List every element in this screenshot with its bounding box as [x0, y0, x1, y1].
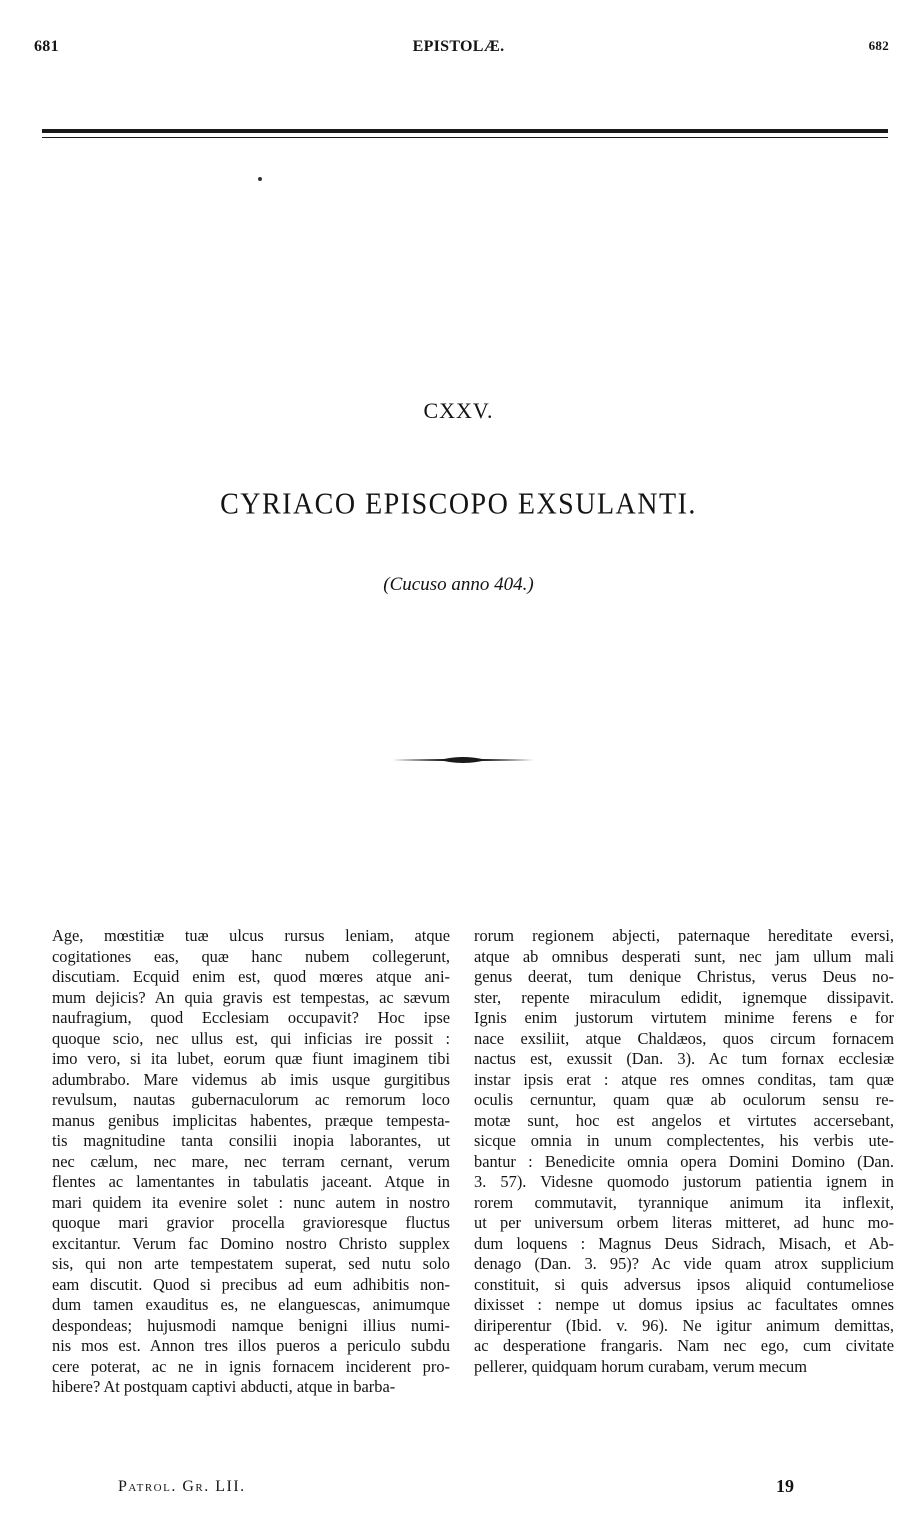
text-line: diriperentur (Ibid. v. 96). Ne igitur animum demittas,	[474, 1315, 894, 1335]
ink-speck	[258, 177, 262, 181]
page-number-left: 681	[34, 38, 59, 55]
text-line: ster, repente miraculum edidit, ignemque dissipavit.	[474, 987, 894, 1007]
text-line: revulsum, nautas gubernaculorum ac remorum loco	[52, 1090, 450, 1109]
text-line: sis, qui non arte tempestatem superat, sed nutu solo	[52, 1254, 450, 1273]
text-line: sicque omnia in unum complectentes, his verbis ute-	[474, 1131, 894, 1150]
text-line: nace exsiliit, atque Chaldæos, quos circum fornacem	[474, 1028, 894, 1048]
ornament-rule	[392, 754, 534, 766]
letter-subtitle-text: (Cucuso anno 404.)	[383, 574, 534, 595]
text-line: mum dejicis? An quia gravis est tempestas, ac sævum	[52, 987, 450, 1007]
text-line: instar ipsis erat : atque res omnes conditas, tam quæ	[474, 1069, 894, 1089]
header-rule-thick	[42, 129, 888, 133]
text-line: imo vero, si ita lubet, eorum quæ fiunt imaginem tibi	[52, 1049, 450, 1068]
text-line: excitantur. Verum fac Domino nostro Christo supplex	[52, 1233, 450, 1253]
text-line: nec cælum, nec mare, nec terram cernant, verum	[52, 1151, 450, 1171]
text-line: dum tamen exauditus es, ne elanguescas, animumque	[52, 1295, 450, 1314]
page-number-right: 682	[868, 38, 889, 53]
text-line: despondeas; hujusmodi namque benigni illius numi-	[52, 1315, 450, 1335]
footer-signature: Patrol. Gr. LII.	[118, 1478, 246, 1495]
text-line: naufragium, quod Ecclesiam occupavit? Hoc ipse	[52, 1008, 450, 1027]
text-line: 3. 57). Videsne quomodo justorum patientia ignem in	[474, 1172, 894, 1191]
text-line: constituit, si quis adversus ipsos aliquid contumeliose	[474, 1274, 894, 1294]
text-line: flentes ac lamentantes in tabulatis jaceant. Atque in	[52, 1172, 450, 1191]
text-line: cogitationes eas, quæ hanc nubem collegerunt,	[52, 946, 450, 966]
text-line: Ignis enim justorum virtutem minime ferens e for	[474, 1008, 894, 1027]
text-line: genus deerat, tum denique Christus, verus Deus no-	[474, 967, 894, 986]
text-line: discutiam. Ecquid enim est, quod mœres atque ani-	[52, 967, 450, 986]
text-line: ut per universum orbem literas mitteret, ad hunc mo-	[474, 1213, 894, 1232]
text-line: nactus est, exussit (Dan. 3). Ac tum fornax ecclesiæ	[474, 1049, 894, 1068]
text-line: ac desperatione frangaris. Nam nec ego, cum civitate	[474, 1336, 894, 1355]
text-line: pellerer, quidquam horum curabam, verum mecum	[474, 1356, 807, 1376]
text-line: Age, mœstitiæ tuæ ulcus rursus leniam, atque	[52, 926, 450, 945]
running-title: EPISTOLÆ.	[412, 38, 505, 55]
text-line: rorem commutavit, tyrannique animum ita inflexit,	[474, 1192, 894, 1212]
text-line: rorum regionem abjecti, paternaque hereditate eversi,	[474, 926, 894, 945]
text-line: mari quidem ita evenire solet : nunc autem in nostro	[52, 1192, 450, 1212]
header-rule-thin	[42, 137, 888, 138]
text-line: quoque scio, nec ullus est, qui inficias ire possit :	[52, 1028, 450, 1048]
text-line: atque ab omnibus desperati sunt, nec jam ullum mali	[474, 946, 894, 966]
left-column	[52, 926, 450, 1398]
letter-subtitle	[0, 574, 917, 596]
text-line: eam discutit. Quod si precibus ad eum adhibitis non-	[52, 1274, 450, 1294]
sheet-number: 19	[776, 1476, 794, 1496]
text-line: nis mos est. Annon tres illos pueros a periculo subdu	[52, 1336, 450, 1355]
text-line: motæ sunt, hoc est angelos et virtutes accersebant,	[474, 1110, 894, 1130]
letter-title: CYRIACO EPISCOPO EXSULANTI.	[220, 487, 697, 522]
letter-number: CXXV.	[423, 398, 494, 423]
text-line: tis magnitudine tanta consilii inopia laborantes, ut	[52, 1131, 450, 1150]
text-line: quoque mari gravior procella gravioresque fluctus	[52, 1213, 450, 1232]
text-line: denago (Dan. 3. 95)? Ac vide quam atrox supplicium	[474, 1254, 894, 1273]
text-line: manus genibus implicitas habentes, præque tempesta-	[52, 1110, 450, 1130]
text-line: hibere? At postquam captivi abducti, atque in barba-	[52, 1377, 396, 1396]
text-line: cere poterat, ac ne in ignis fornacem inciderent pro-	[52, 1356, 450, 1376]
text-line: dum loquens : Magnus Deus Sidrach, Misach, et Ab-	[474, 1233, 894, 1253]
right-column	[474, 926, 894, 1377]
text-line: adumbrabo. Mare videmus ab imis usque gurgitibus	[52, 1069, 450, 1089]
text-line: dixisset : nempe ut domus ipsius ac facultates omnes	[474, 1295, 894, 1314]
text-line: oculis cernuntur, quam quæ ab oculorum sensu re-	[474, 1090, 894, 1109]
text-line: bantur : Benedicite omnia opera Domini Domino (Dan.	[474, 1151, 894, 1171]
